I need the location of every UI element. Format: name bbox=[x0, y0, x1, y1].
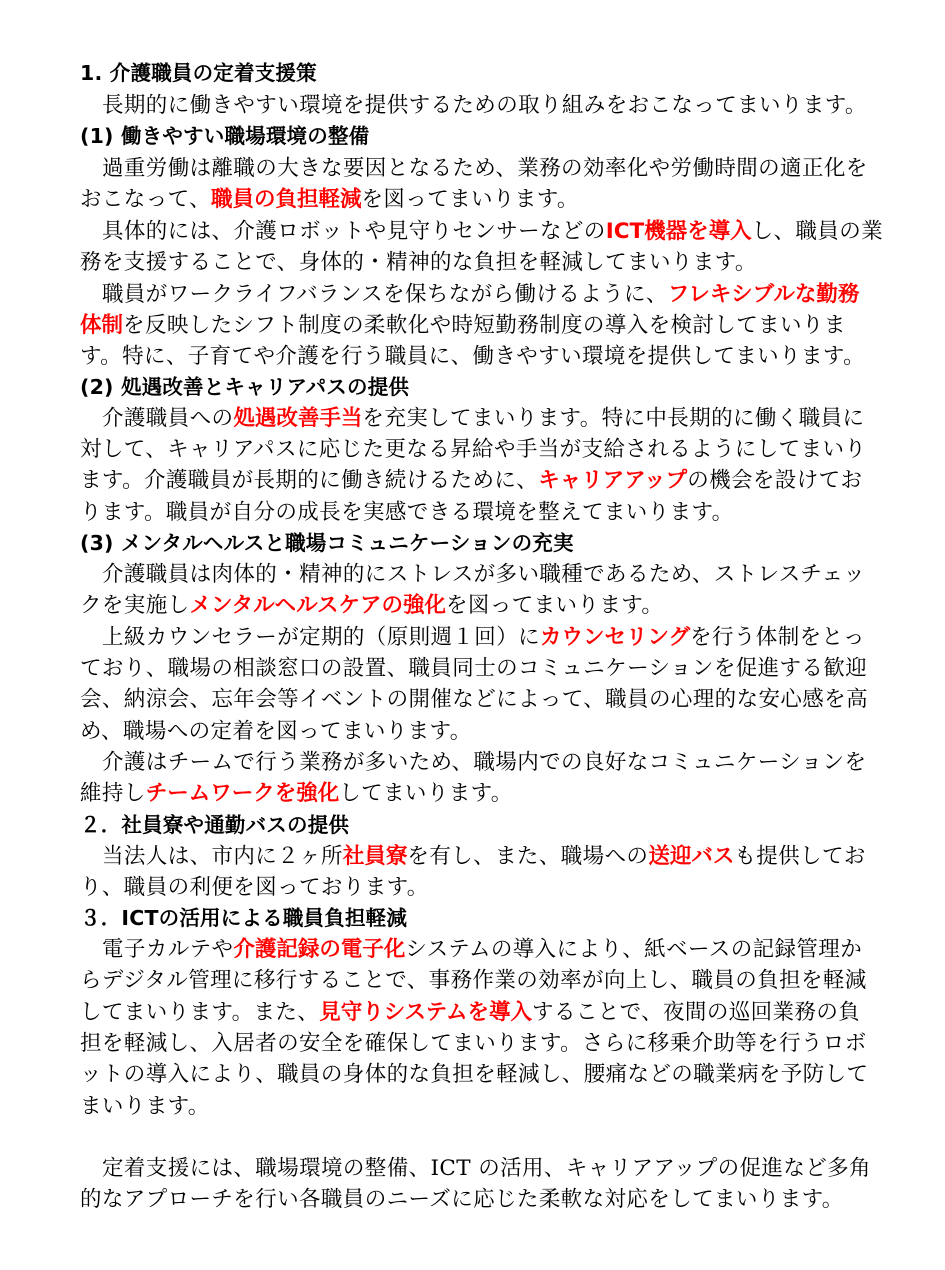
text-span: を充実してまいります。特に中長期的に働く職員に bbox=[362, 406, 865, 431]
highlight-text: キャリアアップ bbox=[538, 468, 688, 493]
paragraph-line: ります。職員が自分の成長を実感できる環境を整えてまいります。 bbox=[80, 500, 734, 525]
text-span: し、職員の業 bbox=[751, 219, 884, 244]
paragraph-line: 務を支援することで、身体的・精神的な負担を軽減してまいります。 bbox=[80, 250, 757, 275]
paragraph-line bbox=[102, 842, 866, 872]
text-span: を図ってまいります。 bbox=[446, 593, 664, 618]
paragraph-line bbox=[102, 404, 864, 434]
highlight-text: ICT機器を導入 bbox=[605, 219, 752, 244]
highlight-text: 体制 bbox=[80, 313, 124, 338]
paragraph-line: め、職場への定着を図ってまいります。 bbox=[80, 719, 472, 744]
paragraph-line bbox=[102, 935, 862, 965]
text-span: を有し、また、職場への bbox=[407, 844, 649, 869]
highlight-text: 処遇改善手当 bbox=[233, 406, 363, 431]
paragraph-line: まいります。 bbox=[80, 1094, 210, 1119]
paragraph-line bbox=[80, 466, 862, 496]
text-span: 当法人は、市内に２ヶ所 bbox=[102, 844, 343, 869]
text-span: してまいります。 bbox=[339, 781, 513, 806]
summary-line: 的なアプローチを行い各職員のニーズに応じた柔軟な対応をしてまいります。 bbox=[80, 1187, 844, 1212]
text-span: も提供してお bbox=[734, 844, 866, 869]
subsection-heading-2: (2) 処遇改善とキャリアパスの提供 bbox=[80, 375, 410, 399]
paragraph-line bbox=[80, 998, 860, 1028]
highlight-text: 社員寮 bbox=[342, 844, 408, 869]
paragraph-line: り、職員の利便を図っております。 bbox=[80, 875, 429, 900]
text-span: の機会を設けてお bbox=[687, 468, 863, 493]
highlight-text: フレキシブルな勤務 bbox=[667, 282, 860, 307]
highlight-text: メンタルヘルスケアの強化 bbox=[189, 593, 447, 618]
intro-paragraph: 長期的に働きやすい環境を提供するための取り組みをおこなってまいります。 bbox=[102, 93, 867, 118]
paragraph-line bbox=[80, 185, 579, 215]
text-span: クを実施し bbox=[80, 593, 190, 618]
text-span: を行う体制をとっ bbox=[690, 625, 865, 650]
text-span: 具体的には、介護ロボットや見守りセンサーなどの bbox=[102, 219, 606, 244]
text-span: システムの導入により、紙ベースの記録管理か bbox=[405, 937, 863, 962]
paragraph-line bbox=[80, 311, 846, 341]
subsection-heading-1: (1) 働きやすい職場環境の整備 bbox=[80, 124, 370, 148]
paragraph-line bbox=[80, 591, 663, 621]
paragraph-line: らデジタル管理に移行することで、事務作業の効率が向上し、職員の負担を軽減 bbox=[80, 968, 867, 993]
paragraph-line: 対して、キャリアパスに応じた更なる昇給や手当が支給されるようにしてまいり bbox=[80, 437, 867, 462]
paragraph-line: す。特に、子育てや介護を行う職員に、働きやすい環境を提供してまいります。 bbox=[80, 344, 865, 369]
paragraph-line bbox=[80, 779, 513, 809]
text-span: してまいります。また、 bbox=[80, 1000, 320, 1025]
highlight-text: 見守りシステムを導入 bbox=[319, 1000, 533, 1025]
summary-line: 定着支援には、職場環境の整備、ICT の活用、キャリアアップの促進など多角 bbox=[102, 1156, 871, 1181]
text-span: 上級カウンセラーが定期的（原則週１回）に bbox=[102, 625, 541, 650]
paragraph-line bbox=[102, 623, 865, 653]
paragraph-line: 担を軽減し、入居者の安全を確保してまいります。さらに移乗介助等を行うロボ bbox=[80, 1031, 867, 1056]
highlight-text: カウンセリング bbox=[540, 625, 691, 650]
paragraph-line: ットの導入により、職員の身体的な負担を軽減し、腰痛などの職業病を予防して bbox=[80, 1062, 869, 1087]
text-span: を図ってまいります。 bbox=[361, 187, 579, 212]
paragraph-line: 会、納涼会、忘年会等イベントの開催などによって、職員の心理的な安心感を高 bbox=[80, 687, 868, 712]
text-span: を反映したシフト制度の柔軟化や時短勤務制度の導入を検討してまいりま bbox=[123, 313, 846, 338]
paragraph-line bbox=[102, 217, 883, 247]
paragraph-line: 過重労働は離職の大きな要因となるため、業務の効率化や労働時間の適正化を bbox=[102, 156, 868, 181]
text-span: 職員がワークライフバランスを保ちながら働けるように、 bbox=[102, 282, 668, 307]
text-span: 介護職員への bbox=[102, 406, 234, 431]
text-span: することで、夜間の巡回業務の負 bbox=[532, 1000, 861, 1025]
section-heading-1: 1. 介護職員の定着支援策 bbox=[80, 61, 317, 85]
text-span: おこなって、 bbox=[80, 187, 211, 212]
highlight-text: 送迎バス bbox=[648, 844, 735, 869]
paragraph-line: 介護はチームで行う業務が多いため、職場内での良好なコミュニケーションを bbox=[102, 750, 867, 775]
highlight-text: 介護記録の電子化 bbox=[233, 937, 406, 962]
text-span: 維持し bbox=[80, 781, 146, 806]
text-span: 電子カルテや bbox=[102, 937, 234, 962]
text-span: ます。介護職員が長期的に働き続けるために、 bbox=[80, 468, 539, 493]
paragraph-line bbox=[102, 280, 859, 310]
section-heading-2: ２．社員寮や通勤バスの提供 bbox=[80, 813, 350, 837]
subsection-heading-3: (3) メンタルヘルスと職場コミュニケーションの充実 bbox=[80, 531, 574, 555]
highlight-text: チームワークを強化 bbox=[145, 781, 340, 806]
highlight-text: 職員の負担軽減 bbox=[210, 187, 362, 212]
section-heading-3: ３．ICTの活用による職員負担軽減 bbox=[80, 906, 408, 930]
paragraph-line: 介護職員は肉体的・精神的にストレスが多い職種であるため、ストレスチェッ bbox=[102, 562, 866, 587]
paragraph-line: ており、職場の相談窓口の設置、職員同士のコミュニケーションを促進する歓迎 bbox=[80, 656, 868, 681]
